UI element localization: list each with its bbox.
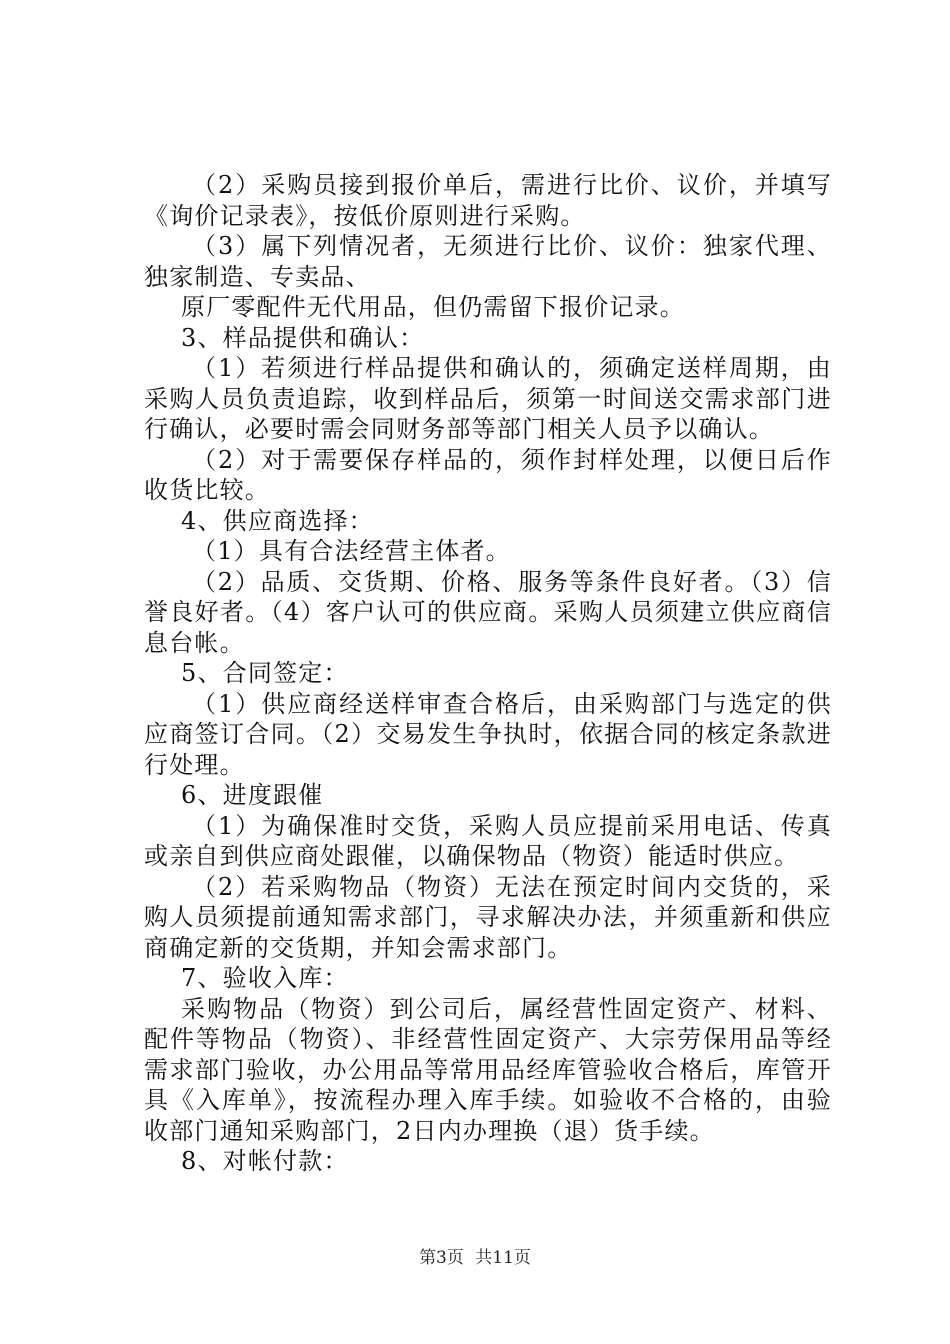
paragraph: 8、对帐付款： <box>181 1147 349 1175</box>
paragraph: （2）若采购物品（物资）无法在预定时间内交货的，采购人员须提前通知需求部门，寻求解决办法，并须重新和供应商确定新的交货期，并知会需求部门。 <box>144 872 832 962</box>
paragraph: 6、进度跟催 <box>181 781 324 809</box>
paragraph: 4、供应商选择： <box>181 506 374 535</box>
paragraph: 5、合同签定： <box>181 659 349 687</box>
page-total: 共11页 <box>475 1248 531 1268</box>
paragraph: （1）为确保准时交货，采购人员应提前采用电话、传真或亲自到供应商处跟催，以确保物品（物资）能适时供应。 <box>144 811 832 870</box>
paragraph: （2）对于需要保存样品的，须作封样处理，以便日后作收货比较。 <box>144 445 832 504</box>
page-footer <box>0 1243 950 1268</box>
paragraph: 3、样品提供和确认： <box>181 323 425 352</box>
paragraph: 7、验收入库： <box>181 964 349 992</box>
page-number: 第3页 <box>419 1248 464 1268</box>
paragraph: （1）若须进行样品提供和确认的，须确定送样周期，由采购人员负责追踪，收到样品后，须第一时间送交需求部门进行确认，必要时需会同财务部等部门相关人员予以确认。 <box>144 354 832 443</box>
paragraph: （2）品质、交货期、价格、服务等条件良好者。（3）信誉良好者。（4）客户认可的供应商。采购人员须建立供应商信息台帐。 <box>144 567 832 657</box>
document-body <box>144 170 832 1177</box>
paragraph: 原厂零配件无代用品，但仍需留下报价记录。 <box>181 293 685 321</box>
paragraph: （1）具有合法经营主体者。 <box>192 537 511 565</box>
paragraph: （2）采购员接到报价单后，需进行比价、议价，并填写《询价记录表》，按低价原则进行采购。 <box>144 171 832 230</box>
paragraph: 采购物品（物资）到公司后，属经营性固定资产、材料、配件等物品（物资）、非经营性固定资产、大宗劳保用品等经需求部门验收，办公用品等常用品经库管验收合格后，库管开具《入库单》，按流程办理入库手续。如验收不合格的，由验收部门通知采购部门，2日内办理换（退）货手续。 <box>144 994 832 1145</box>
paragraph: （1）供应商经送样审查合格后，由采购部门与选定的供应商签订合同。（2）交易发生争执时，依据合同的核定条款进行处理。 <box>144 689 832 779</box>
paragraph: （3）属下列情况者，无须进行比价、议价：独家代理、独家制造、专卖品、 <box>144 232 832 291</box>
